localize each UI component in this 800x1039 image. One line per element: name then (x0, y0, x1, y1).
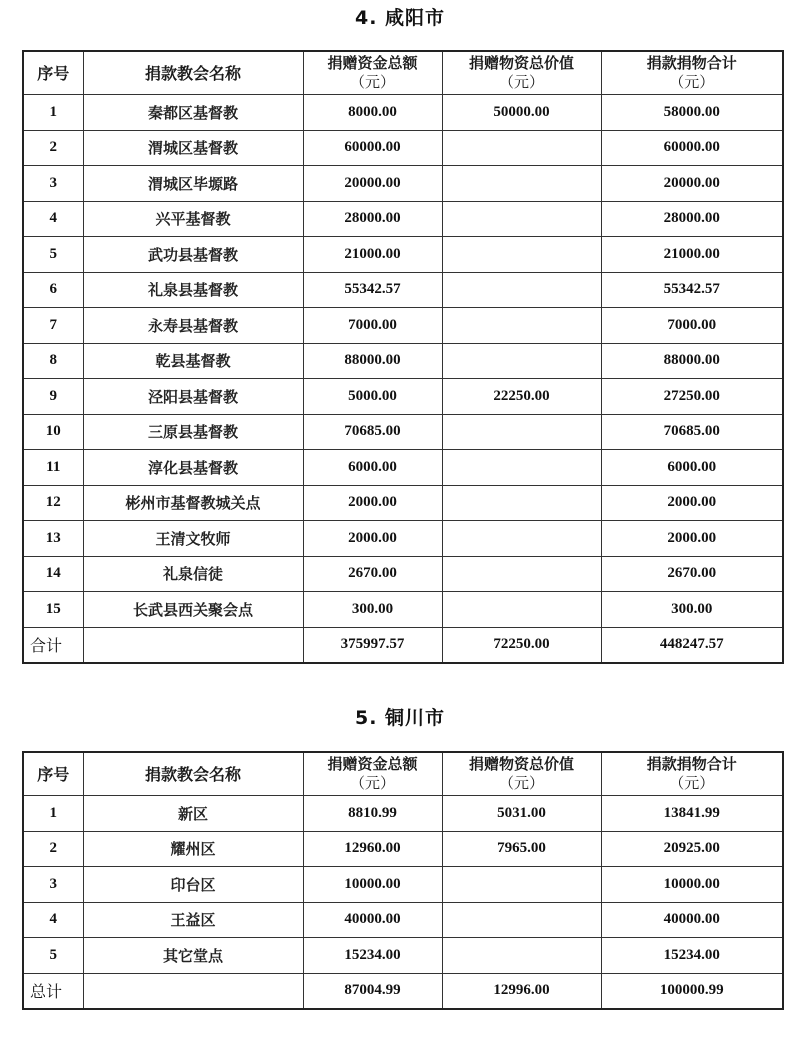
fund-amount-cell: 40000.00 (303, 902, 442, 938)
table-row (23, 95, 783, 131)
serial-number-cell: 15 (23, 592, 83, 628)
summary-row (23, 973, 783, 1009)
fund-amount-cell: 88000.00 (303, 343, 442, 379)
fund-amount-cell: 6000.00 (303, 450, 442, 486)
table-row (23, 130, 783, 166)
fund-amount-cell: 15234.00 (303, 938, 442, 974)
header-unit: （元） (498, 774, 544, 792)
header-unit: （元） (669, 774, 715, 792)
church-name-cell: 其它堂点 (83, 938, 303, 974)
summary-goods-cell: 12996.00 (442, 973, 601, 1009)
church-name-cell: 乾县基督教 (83, 343, 303, 379)
church-name-cell: 彬州市基督教城关点 (83, 485, 303, 521)
table-row (23, 343, 783, 379)
church-name-cell: 印台区 (83, 867, 303, 903)
goods-value-cell (442, 166, 601, 202)
church-name-cell: 兴平基督教 (83, 201, 303, 237)
serial-number-cell: 1 (23, 796, 83, 832)
goods-value-cell (442, 272, 601, 308)
serial-number-cell: 10 (23, 414, 83, 450)
row-total-cell: 300.00 (601, 592, 783, 628)
header-church-name: 捐款教会名称 (83, 752, 303, 796)
row-total-cell: 2670.00 (601, 556, 783, 592)
summary-total-cell: 448247.57 (601, 627, 783, 663)
header-grand-total (601, 752, 783, 796)
row-total-cell: 2000.00 (601, 485, 783, 521)
church-name-cell: 永寿县基督教 (83, 308, 303, 344)
serial-number-cell: 14 (23, 556, 83, 592)
row-total-cell: 15234.00 (601, 938, 783, 974)
section-title-xianyang: 4. 咸阳市 (354, 7, 446, 29)
fund-amount-cell: 21000.00 (303, 237, 442, 273)
fund-amount-cell: 7000.00 (303, 308, 442, 344)
table-row (23, 556, 783, 592)
header-goods-value (442, 51, 601, 95)
fund-amount-cell: 28000.00 (303, 201, 442, 237)
table-row (23, 201, 783, 237)
header-total-label: 捐款捐物合计 (646, 54, 737, 72)
row-total-cell: 10000.00 (601, 867, 783, 903)
summary-fund-cell: 375997.57 (303, 627, 442, 663)
goods-value-cell (442, 450, 601, 486)
goods-value-cell: 7965.00 (442, 831, 601, 867)
row-total-cell: 7000.00 (601, 308, 783, 344)
donation-table-xianyang (22, 50, 784, 664)
goods-value-cell (442, 343, 601, 379)
goods-value-cell: 22250.00 (442, 379, 601, 415)
table-header-row (23, 752, 783, 796)
fund-amount-cell: 10000.00 (303, 867, 442, 903)
row-total-cell: 55342.57 (601, 272, 783, 308)
goods-value-cell (442, 521, 601, 557)
row-total-cell: 2000.00 (601, 521, 783, 557)
serial-number-cell: 11 (23, 450, 83, 486)
table-row (23, 902, 783, 938)
goods-value-cell (442, 414, 601, 450)
row-total-cell: 20000.00 (601, 166, 783, 202)
header-unit: （元） (349, 774, 395, 792)
fund-amount-cell: 2000.00 (303, 485, 442, 521)
serial-number-cell: 12 (23, 485, 83, 521)
header-unit: （元） (669, 73, 715, 91)
header-fund-label: 捐赠资金总额 (327, 54, 418, 72)
fund-amount-cell: 8000.00 (303, 95, 442, 131)
fund-amount-cell: 70685.00 (303, 414, 442, 450)
summary-goods-cell: 72250.00 (442, 627, 601, 663)
row-total-cell: 21000.00 (601, 237, 783, 273)
header-unit: （元） (498, 73, 544, 91)
table-row (23, 237, 783, 273)
table-row (23, 592, 783, 628)
church-name-cell: 秦都区基督教 (83, 95, 303, 131)
goods-value-cell (442, 130, 601, 166)
serial-number-cell: 6 (23, 272, 83, 308)
header-serial-number: 序号 (23, 752, 83, 796)
header-fund-label: 捐赠资金总额 (327, 755, 418, 773)
table-row (23, 308, 783, 344)
serial-number-cell: 4 (23, 902, 83, 938)
header-fund-total (303, 752, 442, 796)
church-name-cell: 礼泉县基督教 (83, 272, 303, 308)
row-total-cell: 6000.00 (601, 450, 783, 486)
header-grand-total (601, 51, 783, 95)
row-total-cell: 27250.00 (601, 379, 783, 415)
fund-amount-cell: 20000.00 (303, 166, 442, 202)
summary-label-cell: 合计 (23, 627, 83, 663)
goods-value-cell (442, 237, 601, 273)
goods-value-cell: 50000.00 (442, 95, 601, 131)
table-row (23, 485, 783, 521)
serial-number-cell: 1 (23, 95, 83, 131)
church-name-cell: 王益区 (83, 902, 303, 938)
goods-value-cell (442, 938, 601, 974)
table-row (23, 796, 783, 832)
serial-number-cell: 5 (23, 237, 83, 273)
summary-fund-cell: 87004.99 (303, 973, 442, 1009)
table-header-row (23, 51, 783, 95)
serial-number-cell: 7 (23, 308, 83, 344)
church-name-cell: 三原县基督教 (83, 414, 303, 450)
goods-value-cell (442, 556, 601, 592)
church-name-cell: 淳化县基督教 (83, 450, 303, 486)
fund-amount-cell: 2670.00 (303, 556, 442, 592)
church-name-cell: 长武县西关聚会点 (83, 592, 303, 628)
summary-label-cell: 总计 (23, 973, 83, 1009)
header-church-name: 捐款教会名称 (83, 51, 303, 95)
row-total-cell: 88000.00 (601, 343, 783, 379)
serial-number-cell: 3 (23, 867, 83, 903)
fund-amount-cell: 12960.00 (303, 831, 442, 867)
fund-amount-cell: 8810.99 (303, 796, 442, 832)
church-name-cell: 王清文牧师 (83, 521, 303, 557)
goods-value-cell (442, 592, 601, 628)
donation-table-tongchuan (22, 751, 784, 1010)
header-goods-value (442, 752, 601, 796)
serial-number-cell: 9 (23, 379, 83, 415)
row-total-cell: 58000.00 (601, 95, 783, 131)
row-total-cell: 40000.00 (601, 902, 783, 938)
goods-value-cell (442, 201, 601, 237)
header-goods-label: 捐赠物资总价值 (468, 54, 574, 72)
church-name-cell: 礼泉信徒 (83, 556, 303, 592)
table-row (23, 831, 783, 867)
serial-number-cell: 8 (23, 343, 83, 379)
header-fund-total (303, 51, 442, 95)
church-name-cell: 新区 (83, 796, 303, 832)
row-total-cell: 60000.00 (601, 130, 783, 166)
goods-value-cell: 5031.00 (442, 796, 601, 832)
serial-number-cell: 2 (23, 831, 83, 867)
goods-value-cell (442, 867, 601, 903)
table-row (23, 414, 783, 450)
header-goods-label: 捐赠物资总价值 (468, 755, 574, 773)
summary-total-cell: 100000.99 (601, 973, 783, 1009)
church-name-cell: 武功县基督教 (83, 237, 303, 273)
fund-amount-cell: 5000.00 (303, 379, 442, 415)
header-serial-number: 序号 (23, 51, 83, 95)
section-title-tongchuan: 5. 铜川市 (354, 707, 446, 729)
serial-number-cell: 5 (23, 938, 83, 974)
table-row (23, 379, 783, 415)
serial-number-cell: 2 (23, 130, 83, 166)
summary-row (23, 627, 783, 663)
goods-value-cell (442, 485, 601, 521)
church-name-cell: 渭城区毕塬路 (83, 166, 303, 202)
table-row (23, 938, 783, 974)
row-total-cell: 13841.99 (601, 796, 783, 832)
header-total-label: 捐款捐物合计 (646, 755, 737, 773)
table-row (23, 450, 783, 486)
summary-empty-cell (83, 973, 303, 1009)
summary-empty-cell (83, 627, 303, 663)
church-name-cell: 渭城区基督教 (83, 130, 303, 166)
church-name-cell: 泾阳县基督教 (83, 379, 303, 415)
header-unit: （元） (349, 73, 395, 91)
fund-amount-cell: 60000.00 (303, 130, 442, 166)
serial-number-cell: 4 (23, 201, 83, 237)
goods-value-cell (442, 308, 601, 344)
fund-amount-cell: 55342.57 (303, 272, 442, 308)
table-row (23, 521, 783, 557)
table-row (23, 166, 783, 202)
fund-amount-cell: 2000.00 (303, 521, 442, 557)
table-row (23, 272, 783, 308)
table-row (23, 867, 783, 903)
church-name-cell: 耀州区 (83, 831, 303, 867)
serial-number-cell: 13 (23, 521, 83, 557)
fund-amount-cell: 300.00 (303, 592, 442, 628)
row-total-cell: 28000.00 (601, 201, 783, 237)
goods-value-cell (442, 902, 601, 938)
row-total-cell: 20925.00 (601, 831, 783, 867)
serial-number-cell: 3 (23, 166, 83, 202)
row-total-cell: 70685.00 (601, 414, 783, 450)
